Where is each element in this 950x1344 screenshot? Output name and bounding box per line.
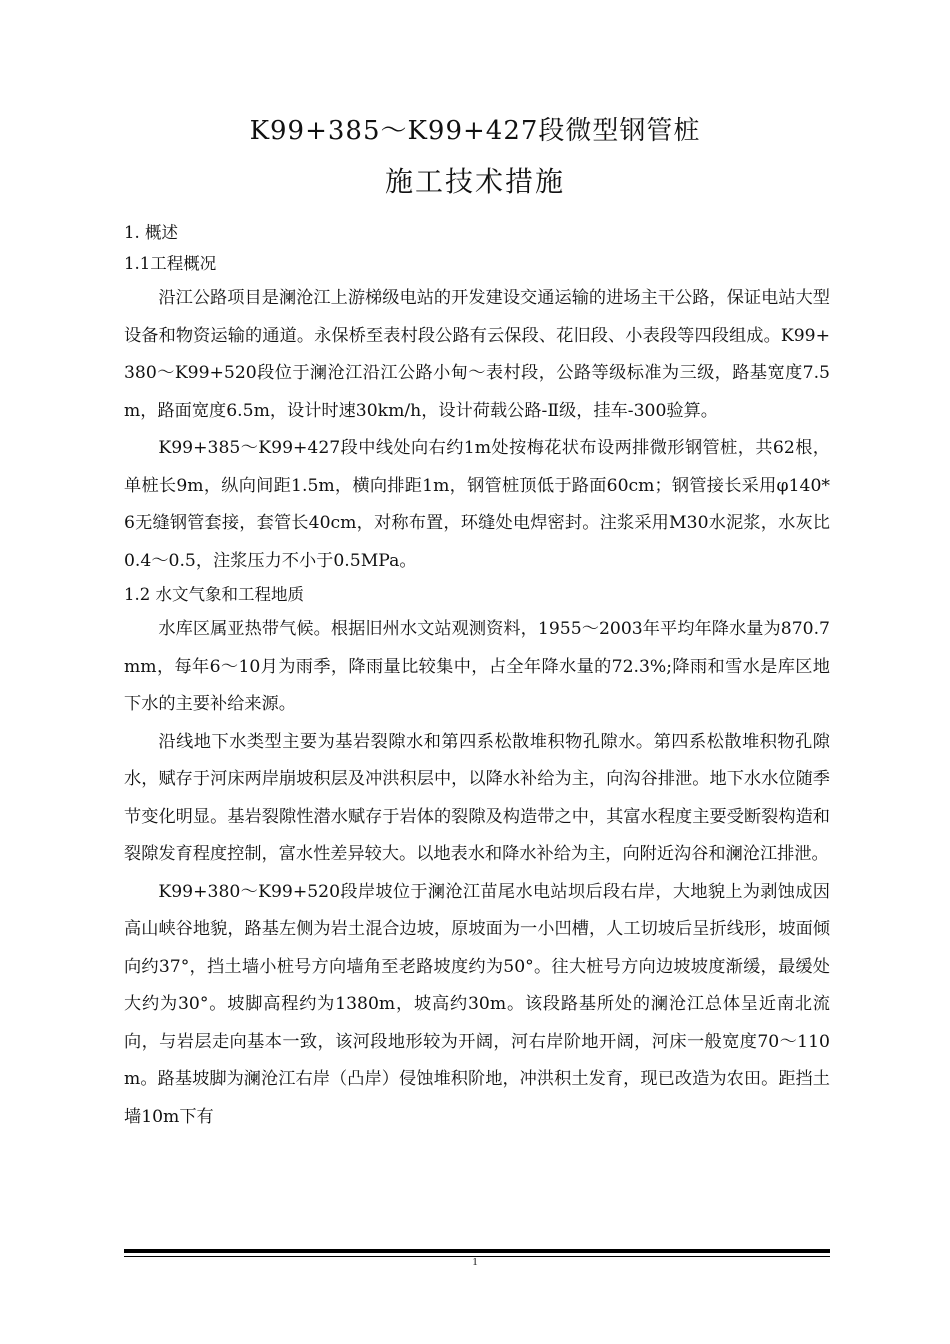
paragraph-climate: 水库区属亚热带气候。根据旧州水文站观测资料，1955～2003年平均年降水量为870.7mm，每年6～10月为雨季，降雨量比较集中，占全年降水量的72.3%;降雨和雪水是库区地下水的主要补给来源。 xyxy=(124,619,830,714)
page-number: 1 xyxy=(472,1256,478,1268)
paragraph-slope-geology: K99+380～K99+520段岸坡位于澜沧江苗尾水电站坝后段右岸，大地貌上为剥蚀成因高山峡谷地貌，路基左侧为岩土混合边坡，原坡面为一小凹槽，人工切坡后呈折线形，坡面倾向约37°，挡土墙小桩号方向墙角至老路坡度约为50°。往大桩号方向边坡坡度渐缓，最缓处大约为30°。坡脚高程约为1380m，坡高约30m。该段路基所处的澜沧江总体呈近南北流向，与岩层走向基本一致，该河段地形较为开阔，河右岸阶地开阔，河床一般宽度70～110m。路基坡脚为澜沧江右岸（凸岸）侵蚀堆积阶地，冲洪积土发育，现已改造为农田。距挡土墙10m下有 xyxy=(124,881,830,1127)
document-title-line-1: K99+385～K99+427段微型钢管桩 xyxy=(249,116,701,146)
section-heading-project-overview: 1.1工程概况 xyxy=(124,254,217,273)
paragraph-project-intro: 沿江公路项目是澜沧江上游梯级电站的开发建设交通运输的进场主干公路，保证电站大型设备和物资运输的通道。永保桥至表村段公路有云保段、花旧段、小表段等四段组成。K99+380～K99+520段位于澜沧江沿江公路小甸～表村段，公路等级标准为三级，路基宽度7.5m，路面宽度6.5m，设计时速30km/h，设计荷载公路-Ⅱ级，挂车-300验算。 xyxy=(124,288,830,421)
document-body xyxy=(124,218,830,1136)
paragraph-groundwater: 沿线地下水类型主要为基岩裂隙水和第四系松散堆积物孔隙水。第四系松散堆积物孔隙水，赋存于河床两岸崩坡积层及冲洪积层中，以降水补给为主，向沟谷排泄。地下水水位随季节变化明显。基岩裂隙性潜水赋存于岩体的裂隙及构造带之中，其富水程度主要受断裂构造和裂隙发育程度控制，富水性差异较大。以地表水和降水补给为主，向附近沟谷和澜沧江排泄。 xyxy=(124,731,830,864)
section-heading-hydrology-geology: 1.2 水文气象和工程地质 xyxy=(124,585,304,604)
footer-rule-thick xyxy=(124,1249,830,1253)
section-heading-overview: 1. 概述 xyxy=(124,223,178,242)
paragraph-steel-pipe-piles: K99+385～K99+427段中线处向右约1m处按梅花状布设两排微形钢管桩，共62根，单桩长9m，纵向间距1.5m，横向排距1m，钢管桩顶低于路面60cm；钢管接长采用φ140*6无缝钢管套接，套管长40cm，对称布置，环缝处电焊密封。注浆采用M30水泥浆，水灰比0.4～0.5，注浆压力不小于0.5MPa。 xyxy=(124,438,830,571)
document-title-line-2: 施工技术措施 xyxy=(384,165,565,198)
